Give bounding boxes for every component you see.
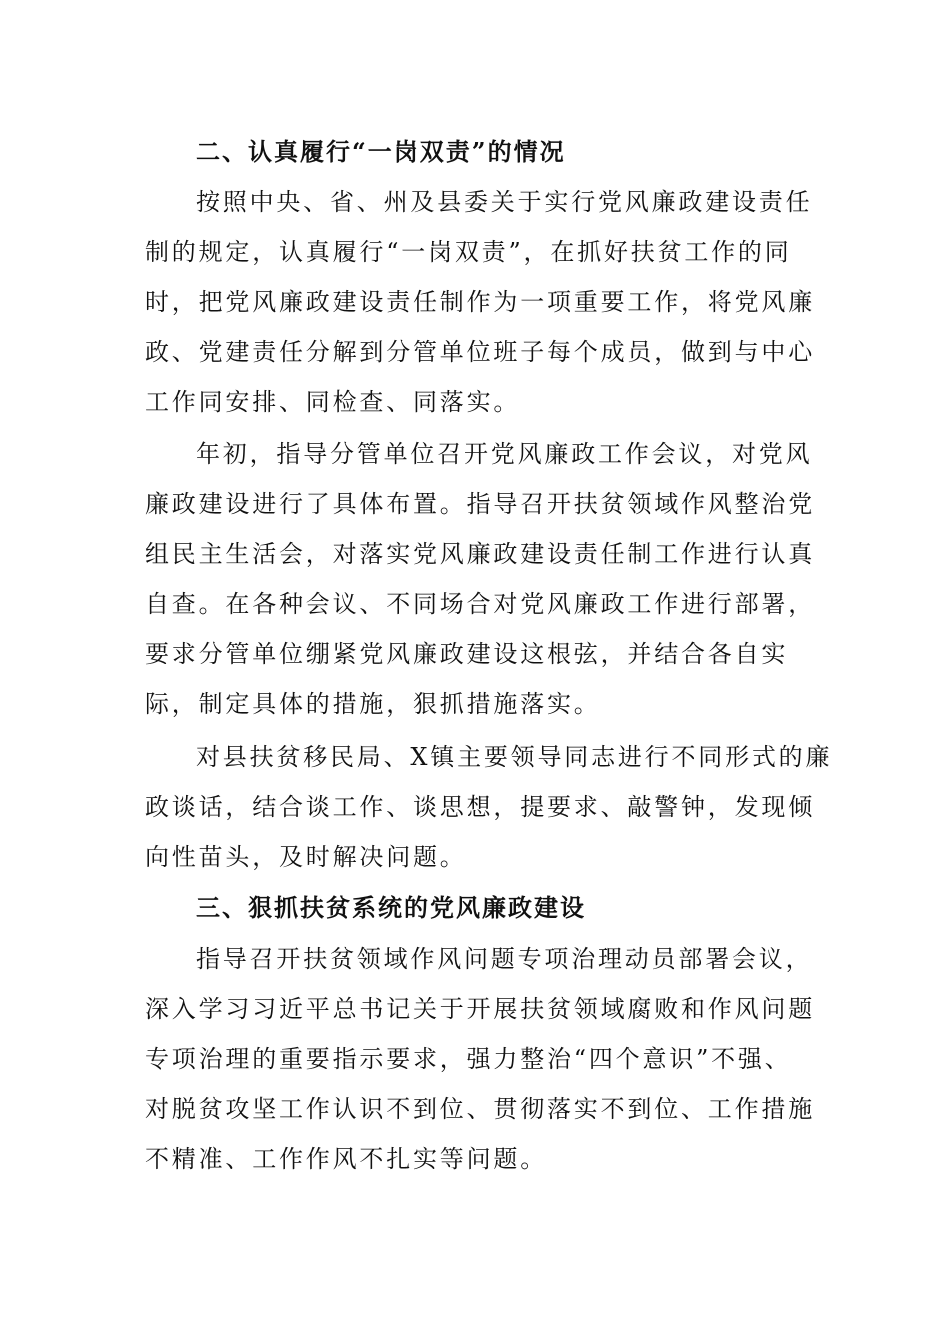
paragraph-line: 时，把党风廉政建设责任制作为一项重要工作，将党风廉 — [145, 288, 815, 316]
paragraph-line: 政、党建责任分解到分管单位班子每个成员，做到与中心 — [145, 338, 815, 366]
paragraph-line: 按照中央、省、州及县委关于实行党风廉政建设责任 — [196, 188, 813, 216]
paragraph-line: 工作同安排、同检查、同落实。 — [145, 388, 521, 416]
paragraph-line: 专项治理的重要指示要求，强力整治“四个意识”不强、 — [145, 1045, 792, 1073]
paragraph-line: 要求分管单位绷紧党风廉政建设这根弦，并结合各自实 — [145, 640, 789, 668]
paragraph-line: 组民主生活会，对落实党风廉政建设责任制工作进行认真 — [145, 540, 815, 568]
paragraph-line: 自查。在各种会议、不同场合对党风廉政工作进行部署， — [145, 590, 815, 618]
paragraph-line: 对脱贫攻坚工作认识不到位、贯彻落实不到位、工作措施 — [145, 1095, 815, 1123]
paragraph-line: 不精准、工作作风不扎实等问题。 — [145, 1145, 547, 1173]
paragraph-line: 向性苗头，及时解决问题。 — [145, 843, 467, 871]
paragraph-line: 际，制定具体的措施，狠抓措施落实。 — [145, 690, 601, 718]
paragraph-line: 对县扶贫移民局、X镇主要领导同志进行不同形式的廉 — [196, 743, 833, 771]
paragraph-line: 深入学习习近平总书记关于开展扶贫领域腐败和作风问题 — [145, 995, 815, 1023]
paragraph-line: 廉政建设进行了具体布置。指导召开扶贫领域作风整治党 — [145, 490, 815, 518]
section-heading: 二、认真履行“一岗双责”的情况 — [196, 137, 566, 166]
paragraph-line: 政谈话，结合谈工作、谈思想，提要求、敲警钟，发现倾 — [145, 793, 815, 821]
paragraph-line: 年初，指导分管单位召开党风廉政工作会议，对党风 — [196, 440, 813, 468]
paragraph-line: 制的规定，认真履行“一岗双责”，在抓好扶贫工作的同 — [145, 238, 792, 266]
section-heading: 三、狠抓扶贫系统的党风廉政建设 — [196, 893, 586, 922]
paragraph-line: 指导召开扶贫领域作风问题专项治理动员部署会议， — [196, 945, 813, 973]
